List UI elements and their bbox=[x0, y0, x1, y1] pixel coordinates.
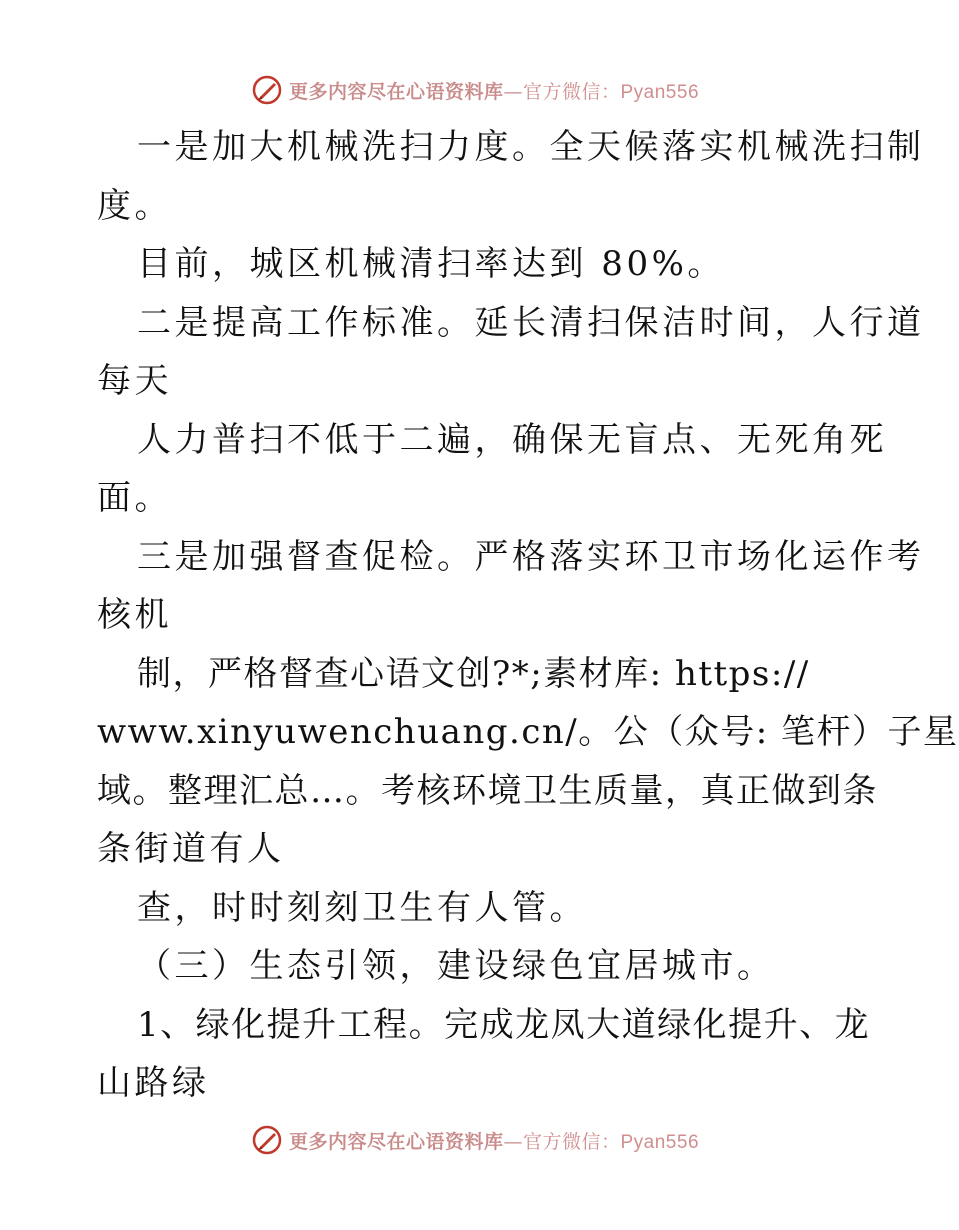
watermark-text bbox=[289, 77, 699, 104]
watermark-handle: Pyan556 bbox=[620, 1131, 700, 1153]
watermark-separator: — bbox=[503, 80, 523, 103]
watermark-prefix: 更多内容尽在心语资料库 bbox=[288, 1130, 504, 1153]
watermark-prefix: 更多内容尽在心语资料库 bbox=[288, 80, 504, 103]
text-line: 一是加大机械洗扫力度。全天候落实机械洗扫制 bbox=[137, 127, 925, 167]
text-line: 条街道有人 bbox=[97, 829, 285, 869]
text-line: 目前，城区机械清扫率达到 80%。 bbox=[137, 244, 725, 284]
header-watermark bbox=[0, 70, 950, 110]
text-line: 面。 bbox=[97, 478, 172, 518]
text-line: 核机 bbox=[97, 595, 172, 635]
watermark-text bbox=[289, 1127, 699, 1154]
text-line: 每天 bbox=[97, 361, 172, 401]
watermark-wechat-label: 官方微信： bbox=[522, 80, 621, 103]
watermark-separator: — bbox=[503, 1130, 523, 1153]
text-line: 度。 bbox=[97, 185, 172, 226]
quill-logo-icon bbox=[251, 74, 283, 106]
watermark-handle: Pyan556 bbox=[620, 81, 700, 103]
watermark-wechat-label: 官方微信： bbox=[522, 1130, 621, 1153]
text-line: 二是提高工作标准。延长清扫保洁时间，人行道 bbox=[137, 302, 925, 343]
text-line: 查，时时刻刻卫生有人管。 bbox=[137, 887, 587, 928]
document-body bbox=[97, 118, 959, 1113]
text-line: 域。整理汇总…。考核环境卫生质量，真正做到条 bbox=[97, 770, 878, 811]
text-line: 制，严格督查心语文创?*;素材库: https:// bbox=[137, 653, 810, 694]
quill-logo-icon bbox=[251, 1124, 283, 1156]
text-line: （三）生态引领，建设绿色宜居城市。 bbox=[137, 946, 775, 986]
text-line: 山路绿 bbox=[97, 1063, 210, 1103]
text-line: 1、绿化提升工程。完成龙凤大道绿化提升、龙 bbox=[137, 1004, 871, 1045]
text-line: 人力普扫不低于二遍，确保无盲点、无死角死 bbox=[137, 419, 887, 460]
text-line: www.xinyuwenchuang.cn/。公（众号: 笔杆）子星 bbox=[97, 712, 959, 752]
text-line: 三是加强督查促检。严格落实环卫市场化运作考 bbox=[137, 536, 925, 577]
footer-watermark bbox=[0, 1120, 950, 1160]
